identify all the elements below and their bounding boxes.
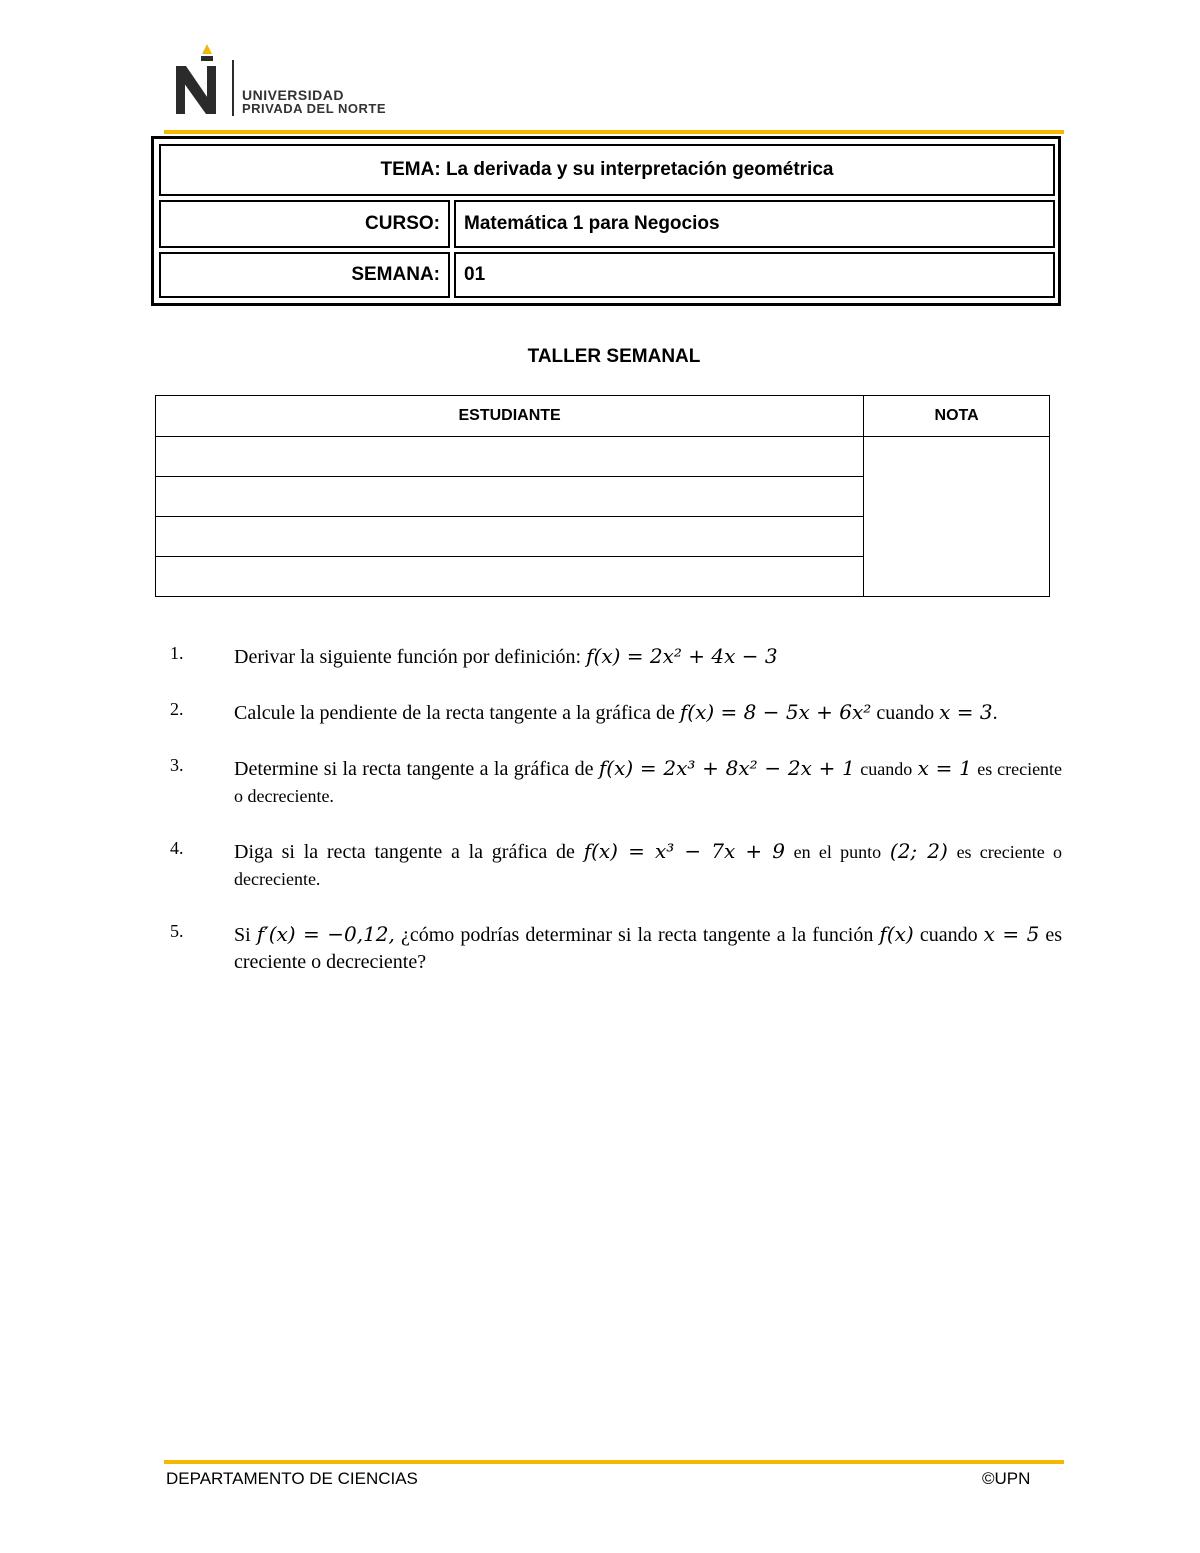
curso-label: CURSO: — [159, 200, 450, 248]
student-name-field[interactable] — [156, 477, 864, 517]
grade-field[interactable] — [864, 437, 1050, 597]
problem-item — [170, 755, 1062, 810]
course-info-box — [151, 136, 1061, 306]
problem-number: 4. — [170, 838, 184, 858]
problem-text: Si — [234, 924, 251, 946]
header-gold-line — [164, 130, 1064, 134]
footer-copyright: ©UPN — [982, 1469, 1031, 1488]
footer-department: DEPARTAMENTO DE CIENCIAS — [166, 1469, 418, 1488]
problem-text: es creciente o decreciente. — [234, 759, 1063, 806]
problem-text: Calcule la pendiente de la recta tangente a la gráfica de — [234, 702, 675, 724]
problem-expression: f′(x) = −0,12, — [256, 922, 395, 946]
problem-text: es creciente o decreciente? — [234, 924, 1063, 973]
problem-item — [170, 921, 1062, 976]
tema-cell: TEMA: La derivada y su interpretación geométrica — [159, 144, 1055, 196]
problem-text: cuando — [860, 759, 913, 779]
problem-expression: x = 3 — [939, 700, 993, 724]
problem-list — [170, 643, 1062, 1004]
table-row — [156, 437, 1050, 477]
problem-text: es creciente o decreciente. — [234, 842, 1062, 889]
students-table — [155, 395, 1050, 597]
problem-expression: f(x) = x³ − 7x + 9 — [583, 839, 785, 863]
logo-text-line1: UNIVERSIDAD — [242, 87, 344, 103]
problem-text: Determine si la recta tangente a la gráfica de — [234, 758, 594, 780]
page-title: TALLER SEMANAL — [527, 346, 701, 367]
university-logo — [174, 44, 386, 118]
student-name-field[interactable] — [156, 437, 864, 477]
logo-text-line2: PRIVADA DEL NORTE — [242, 101, 387, 116]
problem-text: Diga si la recta tangente a la gráfica de — [234, 841, 575, 863]
problem-expression: (2; 2) — [889, 839, 948, 863]
grade-column-header: NOTA — [864, 396, 1050, 437]
semana-value: 01 — [454, 252, 1055, 298]
problem-expression: f(x) = 2x³ + 8x² − 2x + 1 — [598, 756, 855, 780]
logo-divider — [232, 60, 234, 116]
student-column-header: ESTUDIANTE — [156, 396, 864, 437]
problem-expression: f(x) — [879, 922, 914, 946]
semana-label: SEMANA: — [159, 252, 450, 298]
student-name-field[interactable] — [156, 557, 864, 597]
problem-expression: x = 1 — [917, 756, 972, 780]
upn-n-logo-icon — [174, 44, 222, 118]
logo-text — [242, 88, 386, 116]
table-header-row — [156, 396, 1050, 437]
problem-text: en el punto — [793, 842, 882, 862]
problem-text: cuando — [876, 702, 935, 724]
problem-text: Derivar la siguiente función por definición: — [234, 646, 582, 668]
problem-text: ¿cómo podrías determinar si la recta tangente a la función — [401, 924, 874, 946]
problem-number: 1. — [170, 643, 184, 663]
problem-item — [170, 699, 1062, 727]
problem-text: cuando — [919, 924, 978, 946]
curso-value: Matemática 1 para Negocios — [454, 200, 1055, 248]
problem-item — [170, 838, 1062, 893]
problem-expression: f(x) = 2x² + 4x − 3 — [586, 644, 778, 668]
problem-number: 5. — [170, 921, 184, 941]
problem-expression: x = 5 — [983, 922, 1040, 946]
problem-number: 2. — [170, 699, 184, 719]
student-name-field[interactable] — [156, 517, 864, 557]
footer-gold-line — [164, 1460, 1064, 1464]
problem-item — [170, 643, 1062, 671]
problem-text: . — [992, 702, 998, 724]
problem-expression: f(x) = 8 − 5x + 6x² — [679, 700, 872, 724]
problem-number: 3. — [170, 755, 184, 775]
